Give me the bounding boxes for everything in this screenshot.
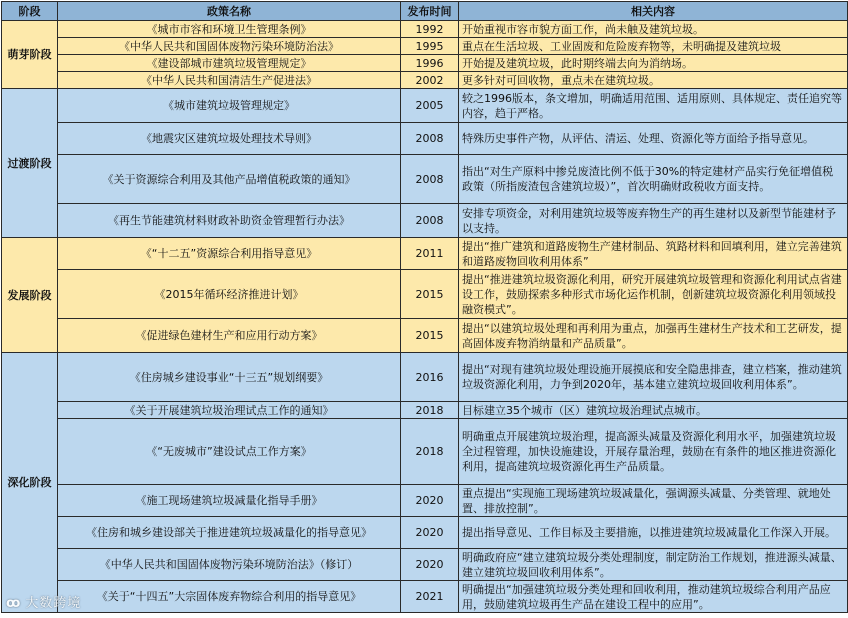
policy-name-cell: 《关于资源综合利用及其他产品增值税政策的通知》 — [58, 155, 401, 204]
table-row — [2, 485, 848, 517]
content-cell: 指出“对生产原料中掺兑废渣比例不低于30%的特定建材产品实行免征增值税政策（所指废渣包含建筑垃圾）”，首次明确财政税收方面支持。 — [459, 155, 848, 204]
release-year-cell: 2011 — [401, 238, 459, 270]
release-year-cell: 2005 — [401, 89, 459, 123]
content-cell: 安排专项资金，对利用建筑垃圾等废弃物生产的再生建材以及新型节能建材予以支持。 — [459, 204, 848, 238]
content-cell: 特殊历史事件产物，从评估、清运、处理、资源化等方面给予指导意见。 — [459, 123, 848, 155]
release-year-cell: 2015 — [401, 319, 459, 353]
release-year-cell: 2008 — [401, 204, 459, 238]
policy-name-cell: 《促进绿色建材生产和应用行动方案》 — [58, 319, 401, 353]
header-policy-name: 政策名称 — [58, 2, 401, 21]
release-year-cell: 2018 — [401, 419, 459, 485]
content-cell: 更多针对可回收物，重点未在建筑垃圾。 — [459, 72, 848, 89]
policy-name-cell: 《施工现场建筑垃圾减量化指导手册》 — [58, 485, 401, 517]
header-release-year: 发布时间 — [401, 2, 459, 21]
content-cell: 重点提出“实现施工现场建筑垃圾减量化，强调源头减量、分类管理、就地处置、排放控制”。 — [459, 485, 848, 517]
table-row — [2, 402, 848, 419]
release-year-cell: 2016 — [401, 353, 459, 402]
stage-cell: 过渡阶段 — [2, 89, 58, 238]
content-cell: 较之1996版本，条文增加，明确适用范围、适用原则、具体规定、责任追究等内容，趋于严格。 — [459, 89, 848, 123]
table-row — [2, 72, 848, 89]
release-year-cell: 2018 — [401, 402, 459, 419]
policy-name-cell: 《关于开展建筑垃圾治理试点工作的通知》 — [58, 402, 401, 419]
table-row — [2, 419, 848, 485]
table-row — [2, 89, 848, 123]
policy-name-cell: 《住房和城乡建设部关于推进建筑垃圾减量化的指导意见》 — [58, 517, 401, 549]
content-cell: 开始提及建筑垃圾，此时期终端去向为消纳场。 — [459, 55, 848, 72]
policy-name-cell: 《地震灾区建筑垃圾处理技术导则》 — [58, 123, 401, 155]
content-cell: 明确政府应“建立建筑垃圾分类处理制度，制定防治工作规划，推进源头减量、建立建筑垃圾回收利用体系”。 — [459, 549, 848, 581]
release-year-cell: 1996 — [401, 55, 459, 72]
policy-name-cell: 《再生节能建筑材料财政补助资金管理暂行办法》 — [58, 204, 401, 238]
release-year-cell: 2020 — [401, 485, 459, 517]
release-year-cell: 2002 — [401, 72, 459, 89]
policy-name-cell: 《2015年循环经济推进计划》 — [58, 270, 401, 319]
content-cell: 提出“对现有建筑垃圾处理设施开展摸底和安全隐患排查，建立档案，推动建筑垃圾资源化利用，力争到2020年，基本建立建筑垃圾回收利用体系”。 — [459, 353, 848, 402]
policy-name-cell: 《中华人民共和国固体废物污染环境防治法》 — [58, 38, 401, 55]
content-cell: 提出“推进建筑垃圾资源化利用，研究开展建筑垃圾管理和资源化利用试点省建设工作，鼓励探索多种形式市场化运作机制，创新建筑垃圾资源化利用领域投融资模式”。 — [459, 270, 848, 319]
release-year-cell: 2015 — [401, 270, 459, 319]
header-content: 相关内容 — [459, 2, 848, 21]
table-row — [2, 319, 848, 353]
policy-name-cell: 《中华人民共和国固体废物污染环境防治法》（修订） — [58, 549, 401, 581]
stage-cell: 发展阶段 — [2, 238, 58, 353]
watermark — [6, 592, 81, 611]
table-row — [2, 21, 848, 38]
release-year-cell: 1992 — [401, 21, 459, 38]
table-row — [2, 155, 848, 204]
content-cell: 提出“以建筑垃圾处理和再利用为重点，加强再生建材生产技术和工艺研发，提高固体废弃物消纳量和产品质量”。 — [459, 319, 848, 353]
content-cell: 开始重视市容市貌方面工作，尚未触及建筑垃圾。 — [459, 21, 848, 38]
table-row — [2, 238, 848, 270]
release-year-cell: 2020 — [401, 517, 459, 549]
release-year-cell: 1995 — [401, 38, 459, 55]
table-header-row — [2, 2, 848, 21]
table-body — [2, 21, 848, 613]
policy-name-cell: 《中华人民共和国清洁生产促进法》 — [58, 72, 401, 89]
table-row — [2, 123, 848, 155]
table-row — [2, 38, 848, 55]
release-year-cell: 2021 — [401, 581, 459, 613]
content-cell: 重点在生活垃圾、工业固废和危险废弃物等，未明确提及建筑垃圾 — [459, 38, 848, 55]
table-row — [2, 581, 848, 613]
table-row — [2, 270, 848, 319]
policy-name-cell: 《住房城乡建设事业“十三五”规划纲要》 — [58, 353, 401, 402]
watermark-text: 大数跨境 — [25, 596, 82, 611]
content-cell: 提出指导意见、工作目标及主要措施，以推进建筑垃圾减量化工作深入开展。 — [459, 517, 848, 549]
policy-name-cell: 《城市市容和环境卫生管理条例》 — [58, 21, 401, 38]
release-year-cell: 2020 — [401, 549, 459, 581]
content-cell: 目标建立35个城市（区）建筑垃圾治理试点城市。 — [459, 402, 848, 419]
table-row — [2, 204, 848, 238]
release-year-cell: 2008 — [401, 155, 459, 204]
policy-name-cell: 《建设部城市建筑垃圾管理规定》 — [58, 55, 401, 72]
policy-name-cell: 《“十二五”资源综合利用指导意见》 — [58, 238, 401, 270]
content-cell: 明确提出“加强建筑垃圾分类处理和回收利用，推动建筑垃圾综合利用产品应用，鼓励建筑垃圾再生产品在建设工程中的应用”。 — [459, 581, 848, 613]
table-row — [2, 55, 848, 72]
table-row — [2, 353, 848, 402]
watermark-logo-icon: ꝏ — [6, 596, 22, 611]
release-year-cell: 2008 — [401, 123, 459, 155]
policy-table — [1, 1, 848, 613]
header-stage: 阶段 — [2, 2, 58, 21]
stage-cell: 萌芽阶段 — [2, 21, 58, 89]
table-row — [2, 549, 848, 581]
table-row — [2, 517, 848, 549]
policy-name-cell: 《“无废城市”建设试点工作方案》 — [58, 419, 401, 485]
content-cell: 提出“推广建筑和道路废物生产建材制品、筑路材料和回填利用，建立完善建筑和道路废物回收利用体系” — [459, 238, 848, 270]
stage-cell: 深化阶段 — [2, 353, 58, 613]
policy-name-cell: 《关于“十四五”大宗固体废弃物综合利用的指导意见》 — [58, 581, 401, 613]
policy-name-cell: 《城市建筑垃圾管理规定》 — [58, 89, 401, 123]
content-cell: 明确重点开展建筑垃圾治理，提高源头减量及资源化利用水平，加强建筑垃圾全过程管理，加快设施建设，开展存量治理，鼓励在有条件的地区推进资源化利用，提高建筑垃圾资源化再生产品质量。 — [459, 419, 848, 485]
